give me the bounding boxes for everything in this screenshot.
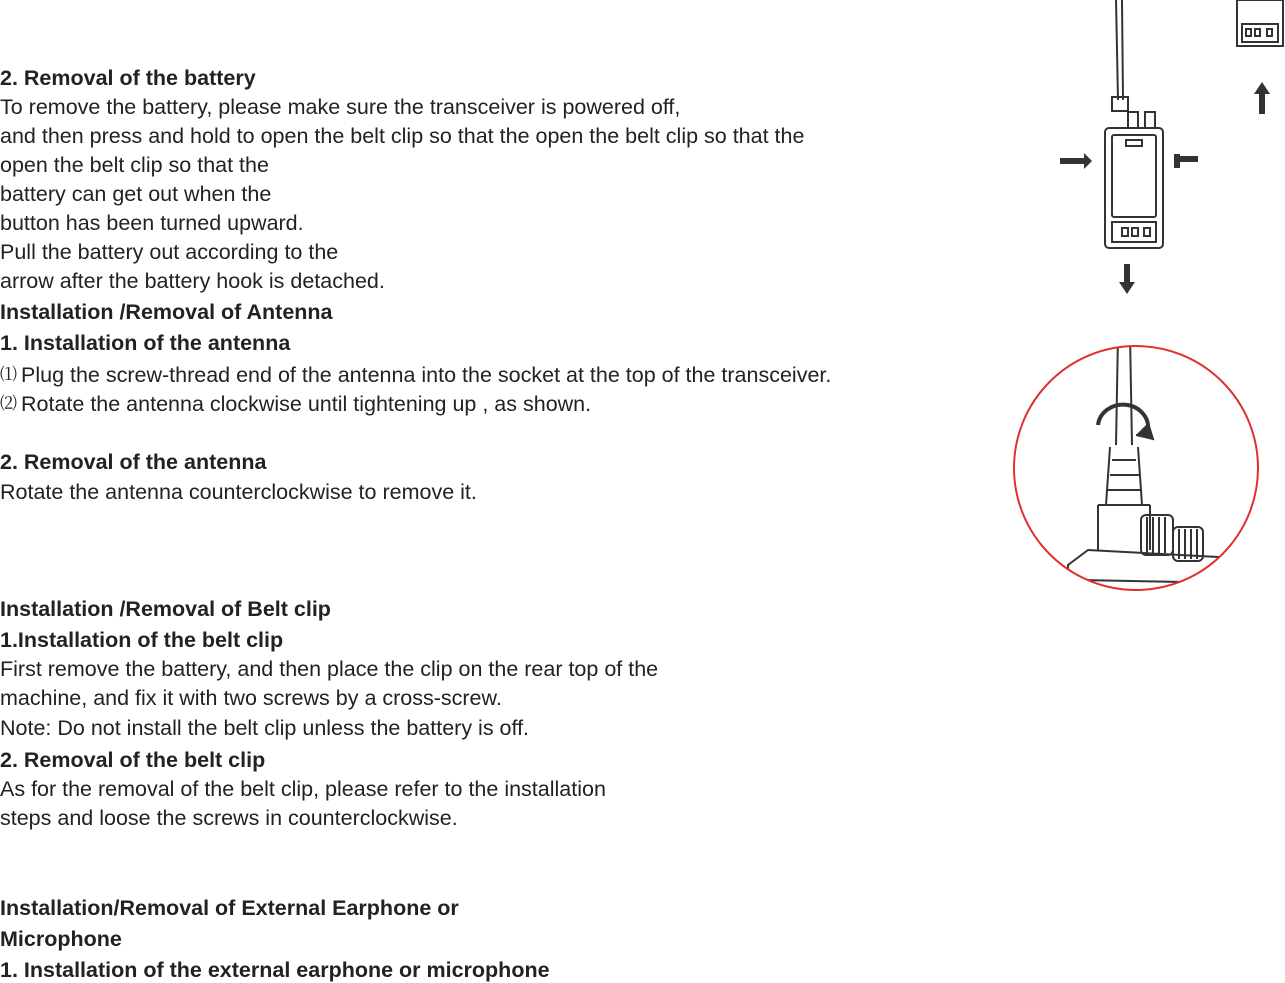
step-number: ⑴	[0, 365, 17, 385]
battery-text-line: and then press and hold to open the belt clip so that the open the belt clip so that the	[0, 124, 805, 148]
battery-text-line: button has been turned upward.	[0, 211, 304, 235]
step-text: Rotate the antenna clockwise until tightening up , as shown.	[21, 392, 592, 416]
rotate-clockwise-icon	[1098, 405, 1153, 439]
earphone-section-title: Installation/Removal of External Earphone or	[0, 896, 459, 920]
note-label: Note:	[0, 716, 52, 740]
belt-clip-text-line: First remove the battery, and then place the clip on the rear top of the	[0, 657, 659, 681]
antenna-step-1	[0, 362, 831, 388]
arrow-left-icon	[1174, 154, 1198, 168]
battery-text-line: open the belt clip so that the	[0, 153, 269, 177]
belt-clip-install-heading: 1.Installation of the belt clip	[0, 628, 284, 652]
battery-text-line: Pull the battery out according to the	[0, 240, 339, 264]
battery-text-line: battery can get out when the	[0, 182, 272, 206]
battery-removal-heading: 2. Removal of the battery	[0, 66, 256, 90]
belt-clip-text-line: machine, and fix it with two screws by a cross-screw.	[0, 686, 502, 710]
step-number: ⑵	[0, 394, 17, 414]
note-text: Do not install the belt clip unless the battery is off.	[51, 716, 530, 740]
arrow-up-icon	[1254, 82, 1270, 114]
antenna-install-heading: 1. Installation of the antenna	[0, 331, 291, 355]
antenna-section-title: Installation /Removal of Antenna	[0, 300, 333, 324]
earphone-install-heading: 1. Installation of the external earphone or microphone	[0, 958, 550, 982]
belt-clip-section-title: Installation /Removal of Belt clip	[0, 597, 331, 621]
earphone-section-title-cont: Microphone	[0, 927, 122, 951]
arrow-down-icon	[1119, 264, 1135, 294]
belt-clip-removal-heading: 2. Removal of the belt clip	[0, 748, 266, 772]
belt-clip-removal-line: steps and loose the screws in counterclockwise.	[0, 806, 458, 830]
antenna-rotation-illustration	[1008, 335, 1268, 607]
antenna-removal-heading: 2. Removal of the antenna	[0, 450, 267, 474]
belt-clip-note	[0, 715, 529, 741]
battery-text-line: To remove the battery, please make sure the transceiver is powered off,	[0, 95, 681, 119]
arrow-right-icon	[1060, 153, 1092, 169]
battery-text-line: arrow after the battery hook is detached.	[0, 269, 385, 293]
step-text: Plug the screw-thread end of the antenna into the socket at the top of the transceiver.	[21, 363, 832, 387]
antenna-step-2	[0, 391, 591, 417]
battery-removal-illustration	[1050, 0, 1285, 305]
antenna-removal-text: Rotate the antenna counterclockwise to remove it.	[0, 480, 477, 504]
belt-clip-removal-line: As for the removal of the belt clip, please refer to the installation	[0, 777, 606, 801]
